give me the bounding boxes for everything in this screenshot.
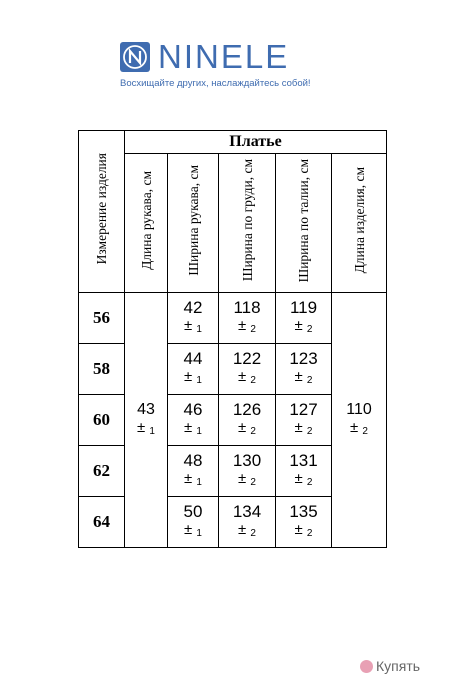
brand-logo-icon — [120, 42, 150, 72]
watermark-text: Купять — [376, 658, 421, 674]
brand-header — [0, 38, 460, 98]
column-header: Ширина по талии, см — [276, 154, 332, 293]
brand-tagline: Восхищайте других, наслаждайтесь собой! — [120, 78, 311, 89]
chest-cell: 130 ± $_2$ — [219, 446, 276, 497]
row-header-label: Измерение изделия — [94, 153, 109, 265]
table-row — [79, 293, 387, 344]
chest-cell: 118 ± $_2$ — [219, 293, 276, 344]
column-header: Длина изделия, см — [332, 154, 387, 293]
waist-cell: 119 ± $_2$ — [276, 293, 332, 344]
column-header: Ширина рукава, см — [168, 154, 219, 293]
size-cell: 60 — [79, 395, 125, 446]
waist-cell: 123 ± $_2$ — [276, 344, 332, 395]
waist-cell: 127 ± $_2$ — [276, 395, 332, 446]
column-header: Длина рукава, см — [125, 154, 168, 293]
chest-cell: 122 ± $_2$ — [219, 344, 276, 395]
waist-cell: 135 ± $_2$ — [276, 497, 332, 548]
size-cell: 56 — [79, 293, 125, 344]
waist-cell: 131 ± $_2$ — [276, 446, 332, 497]
chest-cell: 126 ± $_2$ — [219, 395, 276, 446]
size-cell: 62 — [79, 446, 125, 497]
product-length-cell: 110 ± $_2$ — [332, 293, 387, 548]
sleeve-length-cell: 43 ± $_1$ — [125, 293, 168, 548]
sleeve-width-cell: 42 ± $_1$ — [168, 293, 219, 344]
sleeve-width-cell: 50 ± $_1$ — [168, 497, 219, 548]
sleeve-width-cell: 46 ± $_1$ — [168, 395, 219, 446]
watermark-flower-icon — [360, 660, 373, 673]
sleeve-width-cell: 48 ± $_1$ — [168, 446, 219, 497]
row-header-cell — [79, 131, 125, 293]
table-title: Платье — [125, 131, 387, 154]
size-cell: 64 — [79, 497, 125, 548]
size-cell: 58 — [79, 344, 125, 395]
sleeve-width-cell: 44 ± $_1$ — [168, 344, 219, 395]
size-table — [78, 130, 387, 548]
brand-name: NINELE — [158, 38, 290, 75]
column-header: Ширина по груди, см — [219, 154, 276, 293]
chest-cell: 134 ± $_2$ — [219, 497, 276, 548]
